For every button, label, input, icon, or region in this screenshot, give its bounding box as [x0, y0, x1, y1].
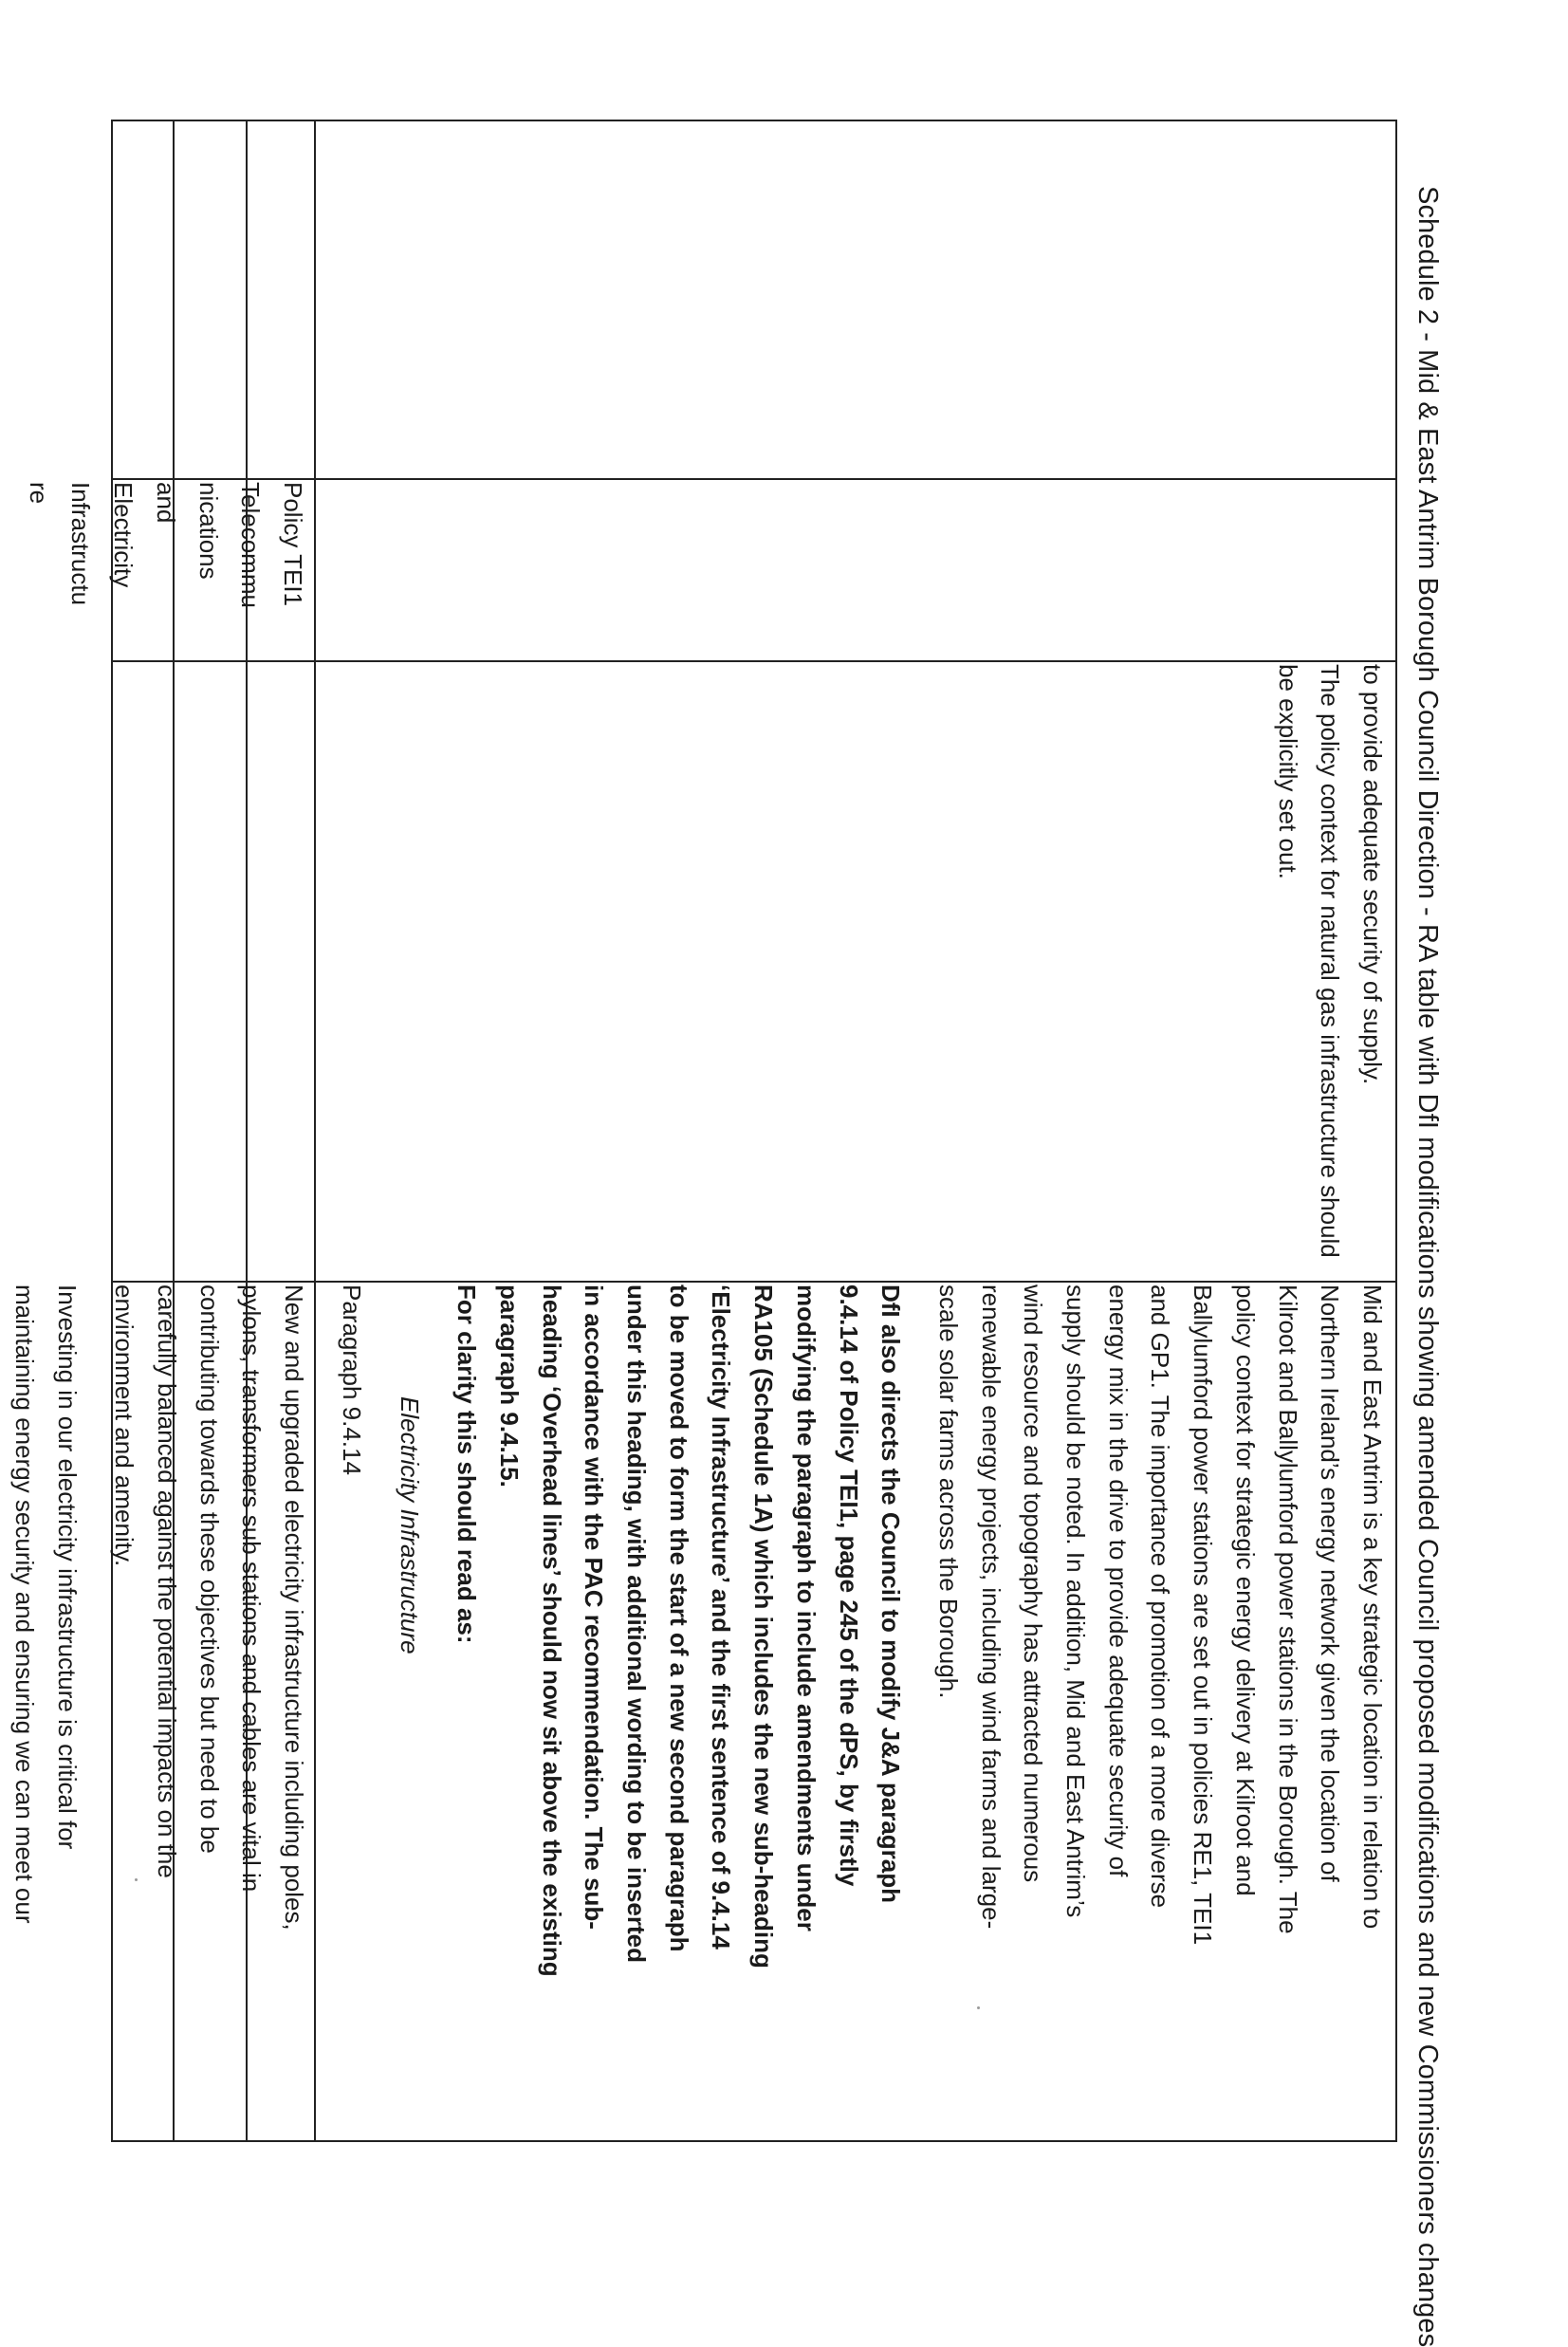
text-line [0, 1284, 3, 1977]
text-line: ‘Electricity Infrastructure’ and the first sentence of 9.4.14 [707, 1284, 736, 1950]
text-line: to be moved to form the start of a new second paragraph [664, 1284, 693, 1952]
text-line: in accordance with the PAC recommendation. The sub- [580, 1284, 609, 1930]
text-line: energy mix in the drive to provide adequate security of [1103, 1284, 1133, 1877]
text-line: environment and amenity. [110, 1284, 139, 1567]
text-line: and GP1. The importance of promotion of a more diverse [1146, 1284, 1175, 1909]
text-line: DfI also directs the Council to modify J&A paragraph [876, 1284, 906, 1904]
issue-line: to provide adequate security of supply. [1358, 664, 1387, 1085]
text-line: heading ‘Overhead lines’ should now sit above the existing [537, 1284, 566, 1977]
text-line: renewable energy projects, including wind farms and large- [976, 1284, 1005, 1930]
text-line: wind resource and topography has attracted numerous [1019, 1284, 1048, 1883]
text-line: RA105 (Schedule 1A) which includes the new sub-heading [749, 1284, 779, 1968]
policy-cell [24, 478, 316, 660]
policy-line: nications [194, 482, 223, 580]
text-line: maintaining energy security and ensuring we can meet our [9, 1284, 39, 1924]
text-line: New and upgraded electricity infrastructure including poles, [280, 1284, 309, 1931]
text-line: contributing towards these objectives but need to be [194, 1284, 224, 1854]
issue-text [1266, 664, 1393, 1258]
policy-line: Electricity [109, 482, 138, 588]
issue-line: The policy context for natural gas infrastructure should [1316, 664, 1345, 1258]
paragraph-new-and-upgraded [103, 1284, 316, 1977]
issue-cell [316, 660, 1395, 1281]
paragraph-reference: Paragraph 9.4.14 [337, 1284, 366, 1475]
modifications-table [9, 120, 1397, 2142]
text-line: policy context for strategic energy delivery at Kilroot and [1230, 1284, 1260, 1896]
text-line: scale solar farms across the Borough. [933, 1284, 963, 1699]
text-line: pylons, transformers sub stations and cables are vital in [237, 1284, 267, 1893]
text-line: Investing in our electricity infrastructure is critical for [52, 1284, 82, 1850]
text-line: Kilroot and Ballylumford power stations in the Borough. The [1273, 1284, 1302, 1934]
modification-cell [9, 1281, 1395, 2144]
text-line: Ballylumford power stations are set out in policies RE1, TEI1 [1189, 1284, 1218, 1946]
page-title: Schedule 2 - Mid & East Antrim Borough Council Direction - RA table with DfI modifications showing amended Council proposed modifications and new Commissioners changes [1412, 186, 1443, 2347]
text-line: paragraph 9.4.15. [494, 1284, 524, 1488]
text-line: carefully balanced against the potential impacts on the [153, 1284, 182, 1878]
subheading-electricity-infrastructure: Electricity Infrastructure [395, 1396, 424, 1654]
paragraph-investing [0, 1284, 88, 1977]
text-line: modifying the paragraph to include amendments under [791, 1284, 821, 1931]
clarity-line: For clarity this should read as: [452, 1284, 482, 1644]
text-line: Mid and East Antrim is a key strategic location in relation to [1358, 1284, 1387, 1930]
policy-line: Telecommu [236, 482, 266, 608]
policy-label [17, 482, 314, 608]
text-line: supply should be noted. In addition, Mid and East Antrim’s [1061, 1284, 1091, 1918]
policy-line: and [151, 482, 180, 524]
intro-paragraph [927, 1284, 1393, 1977]
direction-paragraph [488, 1284, 912, 1977]
policy-line: Infrastructu [66, 482, 96, 606]
policy-line: re [24, 482, 53, 505]
scan-speck [135, 1878, 138, 1881]
text-line: 9.4.14 of Policy TEI1, page 245 of the dPS, by firstly [834, 1284, 863, 1887]
issue-line: be explicitly set out. [1273, 664, 1302, 879]
modification-text [0, 1284, 1393, 1977]
text-line: under this heading, with additional wording to be inserted [622, 1284, 652, 1964]
scan-speck [977, 2006, 980, 2009]
text-line: Northern Ireland’s energy network given the location of [1316, 1284, 1345, 1882]
policy-line: Policy TEI1 [279, 482, 307, 607]
